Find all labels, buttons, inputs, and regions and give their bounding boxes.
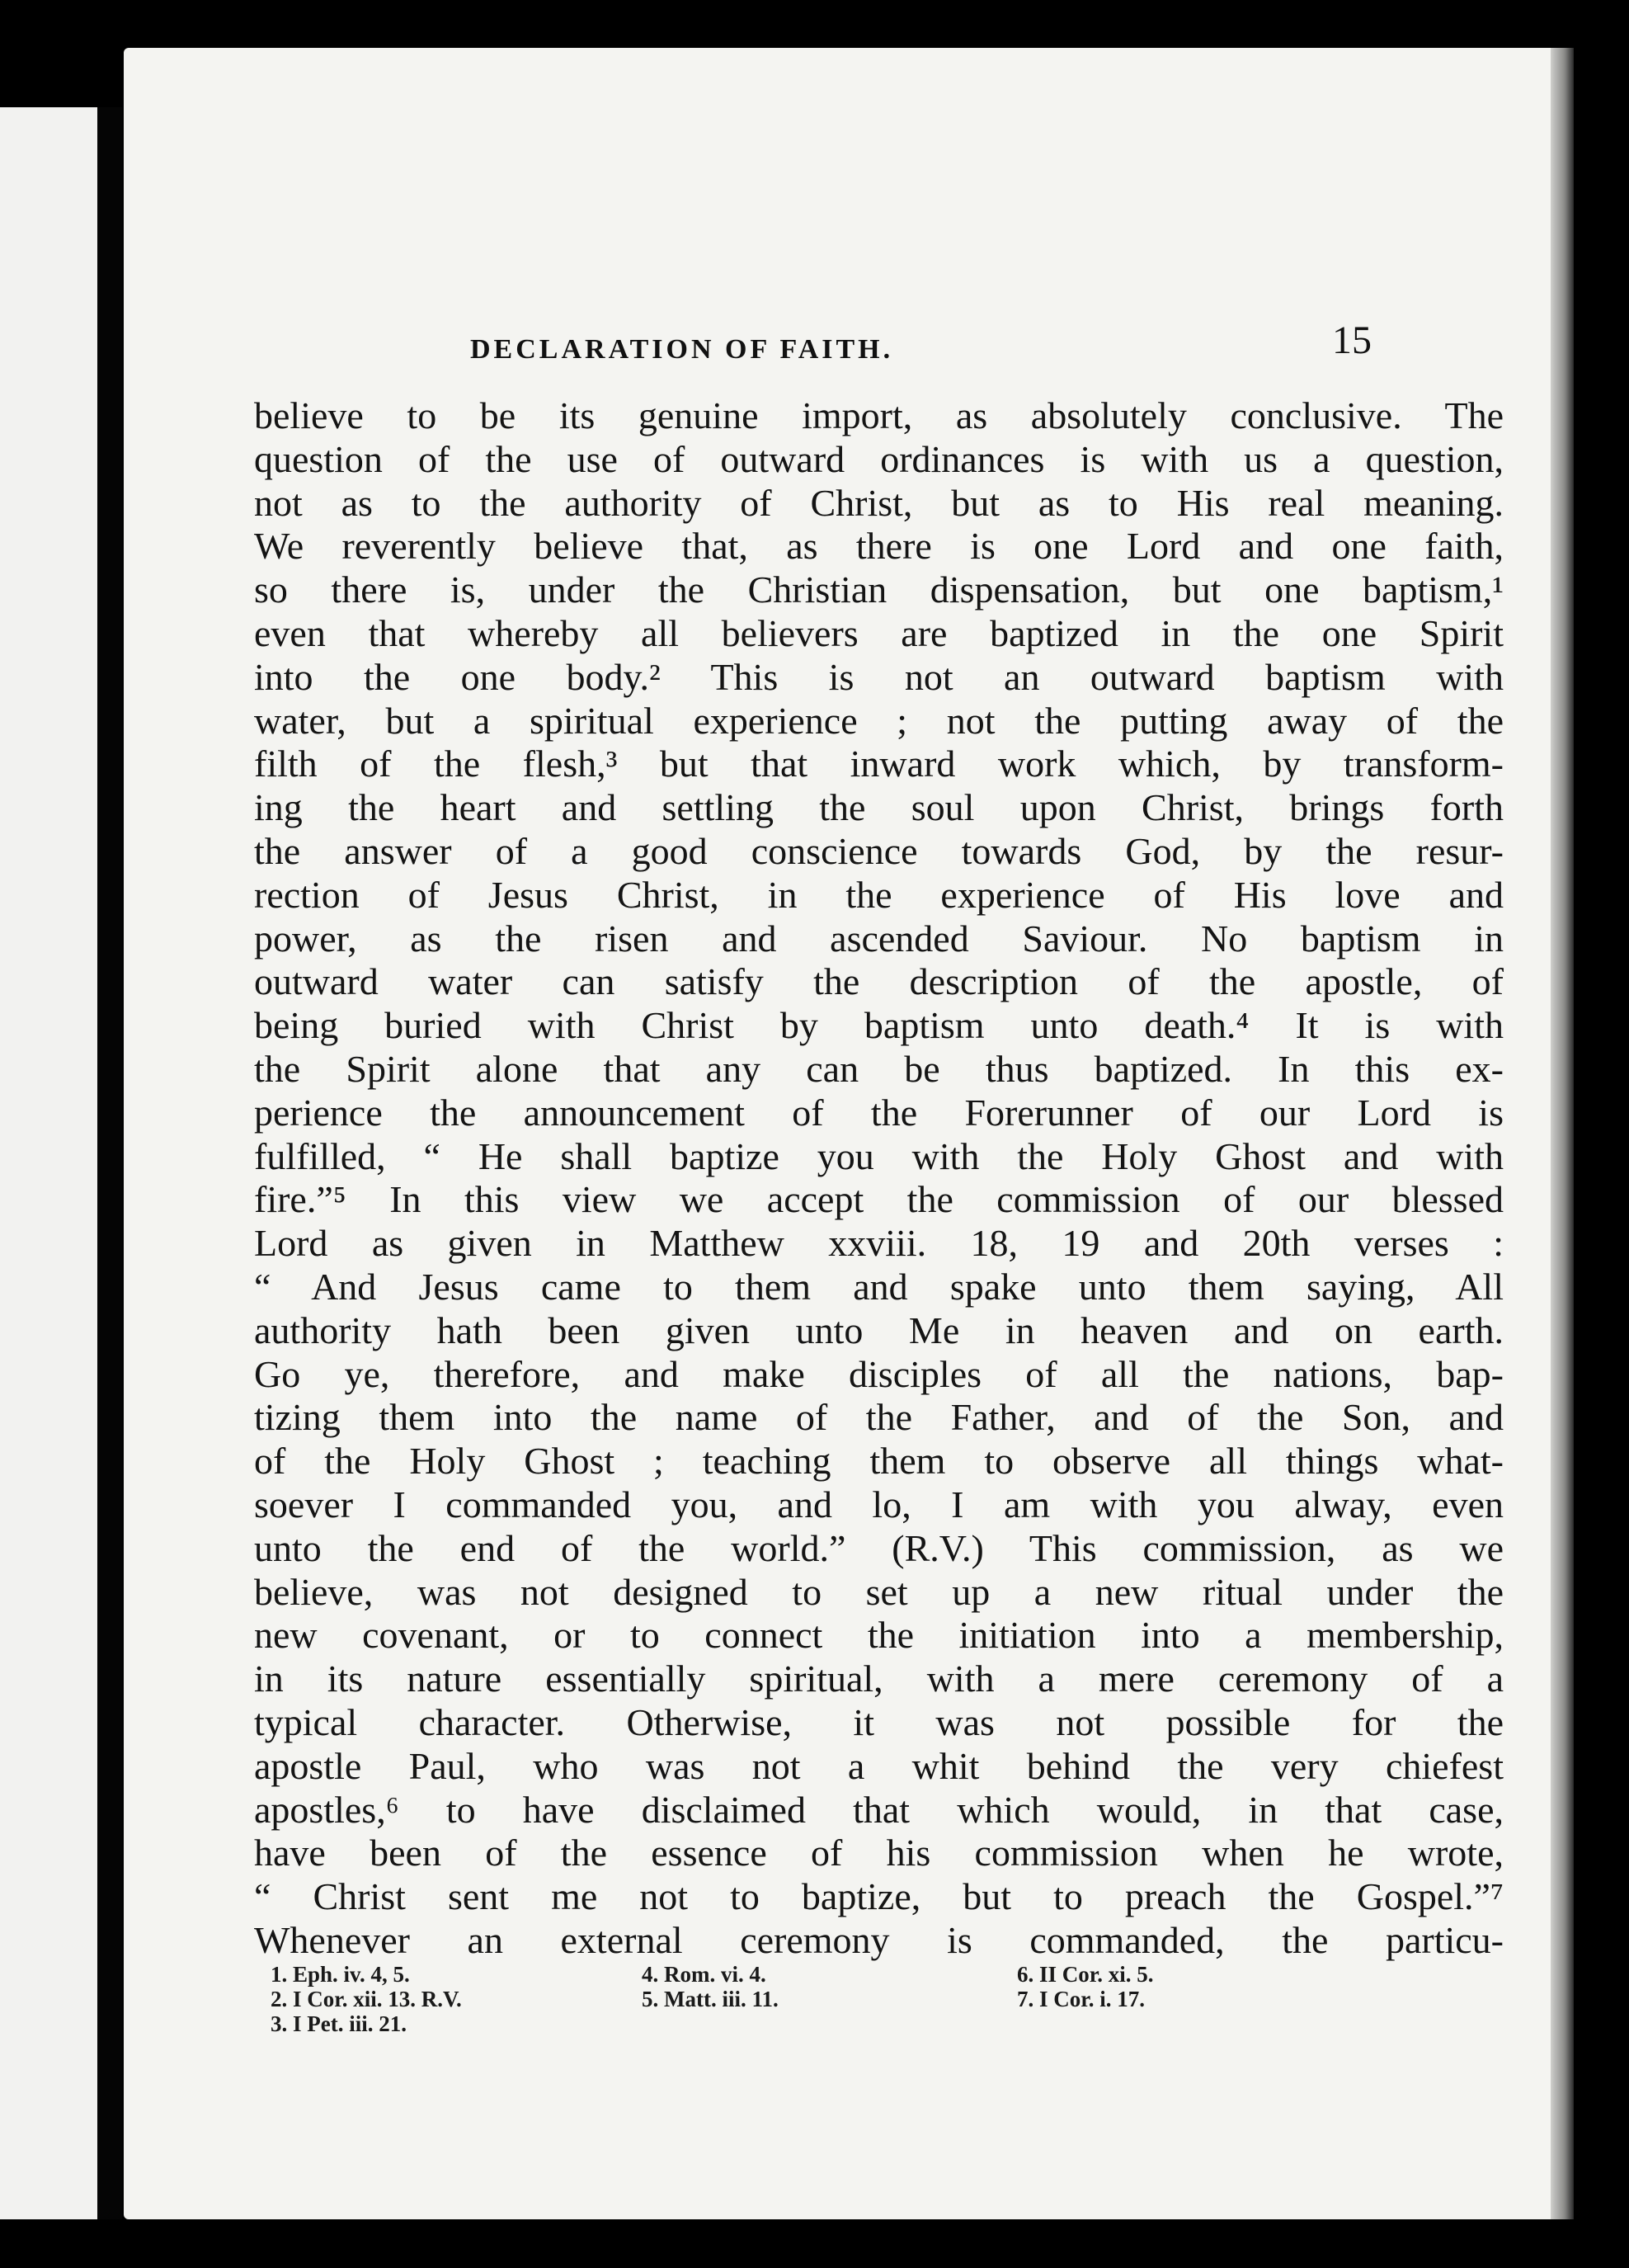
text-line: “ Christ sent me not to baptize, but to preach the Gospel.”⁷ bbox=[254, 1875, 1504, 1918]
running-head: DECLARATION OF FAITH. bbox=[470, 334, 894, 365]
text-line: filth of the flesh,³ but that inward work which, by transform- bbox=[254, 743, 1504, 785]
text-line: into the one body.² This is not an outward baptism with bbox=[254, 655, 1504, 698]
text-line: the answer of a good conscience towards God, by the resur- bbox=[254, 829, 1504, 872]
text-line: authority hath been given unto Me in heaven and on earth. bbox=[254, 1308, 1504, 1351]
text-line: new covenant, or to connect the initiation into a membership, bbox=[254, 1614, 1504, 1657]
footnote-column bbox=[271, 1962, 462, 2036]
text-line: Go ye, therefore, and make disciples of all the nations, bap- bbox=[254, 1352, 1504, 1395]
gutter-shadow bbox=[97, 107, 122, 2219]
text-line: in its nature essentially spiritual, with a mere ceremony of a bbox=[254, 1657, 1504, 1700]
text-line: We reverently believe that, as there is one Lord and one faith, bbox=[254, 525, 1504, 568]
footnote-column bbox=[1017, 1962, 1154, 2011]
footnote: 3. I Pet. iii. 21. bbox=[271, 2011, 407, 2036]
text-line: believe, was not designed to set up a new ritual under the bbox=[254, 1570, 1504, 1613]
page-right-edge bbox=[1551, 48, 1574, 2219]
text-line: water, but a spiritual experience ; not the putting away of the bbox=[254, 699, 1504, 742]
text-line: being buried with Christ by baptism unto death.⁴ It is with bbox=[254, 1004, 1504, 1047]
text-line: ing the heart and settling the soul upon Christ, brings forth bbox=[254, 786, 1504, 829]
text-line: fulfilled, “ He shall baptize you with the Holy Ghost and with bbox=[254, 1134, 1504, 1177]
text-line: question of the use of outward ordinances is with us a question, bbox=[254, 437, 1504, 480]
text-line: fire.”⁵ In this view we accept the commission of our blessed bbox=[254, 1178, 1504, 1221]
text-line: unto the end of the world.” (R.V.) This commission, as we bbox=[254, 1526, 1504, 1569]
text-line: “ And Jesus came to them and spake unto them saying, All bbox=[254, 1265, 1504, 1308]
footnote: 2. I Cor. xii. 13. R.V. bbox=[271, 1987, 462, 2011]
text-line: typical character. Otherwise, it was not possible for the bbox=[254, 1700, 1504, 1743]
text-line: apostle Paul, who was not a whit behind the very chiefest bbox=[254, 1744, 1504, 1787]
page-header bbox=[124, 275, 1559, 365]
text-line: apostles,⁶ to have disclaimed that which would, in that case, bbox=[254, 1788, 1504, 1831]
text-line: soever I commanded you, and lo, I am with you alway, even bbox=[254, 1483, 1504, 1525]
footnote: 6. II Cor. xi. 5. bbox=[1017, 1962, 1154, 1987]
footnote: 7. I Cor. i. 17. bbox=[1017, 1987, 1146, 2011]
text-line: rection of Jesus Christ, in the experience of His love and bbox=[254, 873, 1504, 916]
text-line: have been of the essence of his commission when he wrote, bbox=[254, 1832, 1504, 1874]
text-line: outward water can satisfy the description of the apostle, of bbox=[254, 960, 1504, 1003]
footnote: 4. Rom. vi. 4. bbox=[642, 1962, 766, 1987]
footnote: 1. Eph. iv. 4, 5. bbox=[271, 1962, 410, 1987]
page-number: 15 bbox=[1332, 318, 1372, 362]
footnote: 5. Matt. iii. 11. bbox=[642, 1987, 779, 2011]
text-line: not as to the authority of Christ, but as to His real meaning. bbox=[254, 481, 1504, 524]
book-page bbox=[124, 48, 1559, 2219]
body-text bbox=[254, 394, 1504, 1963]
text-line: believe to be its genuine import, as absolutely conclusive. The bbox=[254, 394, 1504, 436]
text-line: Whenever an external ceremony is commanded, the particu- bbox=[254, 1918, 1504, 1961]
text-line: power, as the risen and ascended Saviour. No baptism in bbox=[254, 917, 1504, 960]
text-line: of the Holy Ghost ; teaching them to observe all things what- bbox=[254, 1440, 1504, 1483]
text-line: tizing them into the name of the Father, and of the Son, and bbox=[254, 1396, 1504, 1439]
text-line: perience the announcement of the Forerunner of our Lord is bbox=[254, 1091, 1504, 1134]
text-line: Lord as given in Matthew xxviii. 18, 19 and 20th verses : bbox=[254, 1222, 1504, 1265]
previous-page-edge bbox=[0, 107, 97, 2219]
text-line: so there is, under the Christian dispensation, but one baptism,¹ bbox=[254, 568, 1504, 611]
text-line: even that whereby all believers are baptized in the one Spirit bbox=[254, 611, 1504, 654]
footnote-column bbox=[642, 1962, 779, 2011]
text-line: the Spirit alone that any can be thus baptized. In this ex- bbox=[254, 1047, 1504, 1090]
